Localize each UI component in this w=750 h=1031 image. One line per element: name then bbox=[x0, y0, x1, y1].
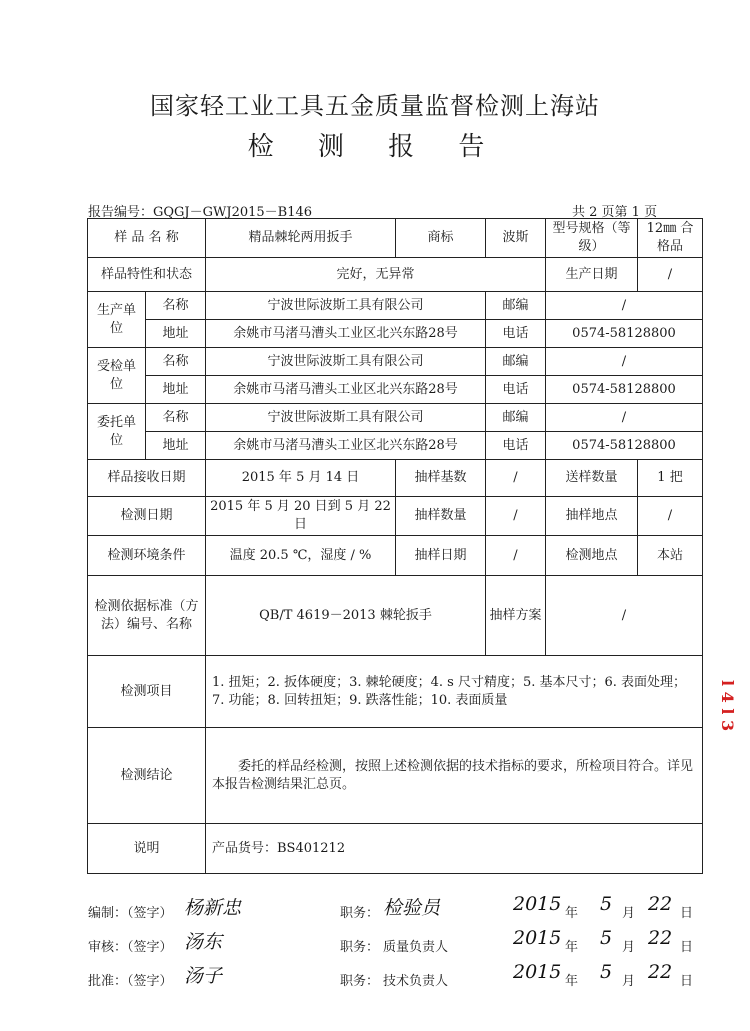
approver-month: 5 bbox=[600, 961, 613, 983]
approver-day: 22 bbox=[648, 961, 673, 983]
conclusion-value: 委托的样品经检测，按照上述检测依据的技术指标的要求，所检项目符合。详见本报告检测结果汇总页。 bbox=[206, 728, 703, 824]
page-count: 共 2 页第 1 页 bbox=[572, 205, 658, 220]
client-phone-label: 电话 bbox=[486, 432, 546, 460]
sampling-base-label: 抽样基数 bbox=[396, 460, 486, 497]
feature-label: 样品特性和状态 bbox=[88, 258, 206, 292]
inspected-phone: 0574-58128800 bbox=[546, 376, 703, 404]
producer-name: 宁波世际波斯工具有限公司 bbox=[206, 292, 486, 320]
basis-value: QB/T 4619－2013 棘轮扳手 bbox=[206, 576, 486, 656]
sampling-place: / bbox=[638, 497, 703, 536]
producer-group-label: 生产单位 bbox=[88, 292, 146, 348]
client-postcode-label: 邮编 bbox=[486, 404, 546, 432]
approver-duty-label: 职务： bbox=[340, 974, 380, 989]
margin-red-mark: l 4 l 3 bbox=[718, 680, 737, 732]
feature-value: 完好，无异常 bbox=[206, 258, 546, 292]
compiler-duty: 检验员 bbox=[383, 897, 441, 919]
producer-addr: 余姚市马渚马漕头工业区北兴东路28号 bbox=[206, 320, 486, 348]
sampling-date: / bbox=[486, 536, 546, 576]
inspected-addr-label: 地址 bbox=[146, 376, 206, 404]
reviewer-month-unit: 月 bbox=[622, 940, 636, 955]
client-addr: 余姚市马渚马漕头工业区北兴东路28号 bbox=[206, 432, 486, 460]
compiler-duty-label: 职务： bbox=[340, 906, 380, 921]
approver-signature: 汤子 bbox=[184, 965, 223, 987]
reviewer-year-unit: 年 bbox=[565, 940, 579, 955]
note-label: 说明 bbox=[88, 824, 206, 874]
sent-qty: 1 把 bbox=[638, 460, 703, 497]
report-title: 国家轻工业工具五金质量监督检测上海站 bbox=[150, 92, 600, 120]
approver-duty: 技术负责人 bbox=[383, 974, 449, 989]
producer-phone: 0574-58128800 bbox=[546, 320, 703, 348]
compiler-day-unit: 日 bbox=[680, 906, 694, 921]
client-name-label: 名称 bbox=[146, 404, 206, 432]
producer-name-label: 名称 bbox=[146, 292, 206, 320]
compiler-month: 5 bbox=[600, 893, 613, 915]
model-label: 型号规格（等级） bbox=[546, 219, 638, 258]
client-group-label: 委托单位 bbox=[88, 404, 146, 460]
reviewer-day: 22 bbox=[648, 927, 673, 949]
conclusion-label: 检测结论 bbox=[88, 728, 206, 824]
items-label: 检测项目 bbox=[88, 656, 206, 728]
test-date: 2015 年 5 月 20 日到 5 月 22 日 bbox=[206, 497, 396, 536]
inspected-addr: 余姚市马渚马漕头工业区北兴东路28号 bbox=[206, 376, 486, 404]
basis-label: 检测依据标准（方法）编号、名称 bbox=[88, 576, 206, 656]
sampling-date-label: 抽样日期 bbox=[396, 536, 486, 576]
approver-year: 2015 bbox=[513, 961, 562, 983]
inspected-phone-label: 电话 bbox=[486, 376, 546, 404]
items-value: 1. 扭矩；2. 扳体硬度；3. 棘轮硬度；4. s 尺寸精度；5. 基本尺寸；6. 表面处理；7. 功能；8. 回转扭矩；9. 跌落性能；10. 表面质量 bbox=[206, 656, 703, 728]
inspected-group-label: 受检单位 bbox=[88, 348, 146, 404]
inspected-postcode: / bbox=[546, 348, 703, 376]
test-place-label: 检测地点 bbox=[546, 536, 638, 576]
inspected-postcode-label: 邮编 bbox=[486, 348, 546, 376]
receive-date-label: 样品接收日期 bbox=[88, 460, 206, 497]
report-subtitle: 检 测 报 告 bbox=[247, 132, 503, 162]
env-value: 温度 20.5 ℃，湿度 / % bbox=[206, 536, 396, 576]
prod-date-value: / bbox=[638, 258, 703, 292]
producer-addr-label: 地址 bbox=[146, 320, 206, 348]
note-value: 产品货号：BS401212 bbox=[206, 824, 703, 874]
report-number: 报告编号：GQGJ－GWJ2015－B146 bbox=[88, 205, 313, 220]
sampling-base: / bbox=[486, 460, 546, 497]
prod-date-label: 生产日期 bbox=[546, 258, 638, 292]
compiler-signature: 杨新忠 bbox=[184, 897, 242, 919]
client-phone: 0574-58128800 bbox=[546, 432, 703, 460]
sampling-qty-label: 抽样数量 bbox=[396, 497, 486, 536]
reviewer-day-unit: 日 bbox=[680, 940, 694, 955]
compiler-role: 编制：（签字） bbox=[88, 906, 173, 921]
sample-name-label: 样 品 名 称 bbox=[88, 219, 206, 258]
test-date-label: 检测日期 bbox=[88, 497, 206, 536]
approver-month-unit: 月 bbox=[622, 974, 636, 989]
compiler-year-unit: 年 bbox=[565, 906, 579, 921]
sample-name: 精品棘轮两用扳手 bbox=[206, 219, 396, 258]
report-table bbox=[87, 218, 703, 874]
model-value: 12㎜ 合格品 bbox=[638, 219, 703, 258]
reviewer-year: 2015 bbox=[513, 927, 562, 949]
reviewer-month: 5 bbox=[600, 927, 613, 949]
reviewer-role: 审核：（签字） bbox=[88, 940, 173, 955]
sampling-plan-label: 抽样方案 bbox=[486, 576, 546, 656]
client-name: 宁波世际波斯工具有限公司 bbox=[206, 404, 486, 432]
receive-date: 2015 年 5 月 14 日 bbox=[206, 460, 396, 497]
brand-value: 波斯 bbox=[486, 219, 546, 258]
compiler-day: 22 bbox=[648, 893, 673, 915]
sampling-place-label: 抽样地点 bbox=[546, 497, 638, 536]
sampling-plan: / bbox=[546, 576, 703, 656]
reviewer-duty: 质量负责人 bbox=[383, 940, 449, 955]
env-label: 检测环境条件 bbox=[88, 536, 206, 576]
test-place: 本站 bbox=[638, 536, 703, 576]
brand-label: 商标 bbox=[396, 219, 486, 258]
compiler-month-unit: 月 bbox=[622, 906, 636, 921]
approver-year-unit: 年 bbox=[565, 974, 579, 989]
approver-day-unit: 日 bbox=[680, 974, 694, 989]
sampling-qty: / bbox=[486, 497, 546, 536]
reviewer-duty-label: 职务： bbox=[340, 940, 380, 955]
inspected-name-label: 名称 bbox=[146, 348, 206, 376]
sent-qty-label: 送样数量 bbox=[546, 460, 638, 497]
producer-postcode: / bbox=[546, 292, 703, 320]
compiler-year: 2015 bbox=[513, 893, 562, 915]
producer-phone-label: 电话 bbox=[486, 320, 546, 348]
inspected-name: 宁波世际波斯工具有限公司 bbox=[206, 348, 486, 376]
client-postcode: / bbox=[546, 404, 703, 432]
producer-postcode-label: 邮编 bbox=[486, 292, 546, 320]
client-addr-label: 地址 bbox=[146, 432, 206, 460]
reviewer-signature: 汤东 bbox=[184, 931, 223, 953]
approver-role: 批准：（签字） bbox=[88, 974, 173, 989]
